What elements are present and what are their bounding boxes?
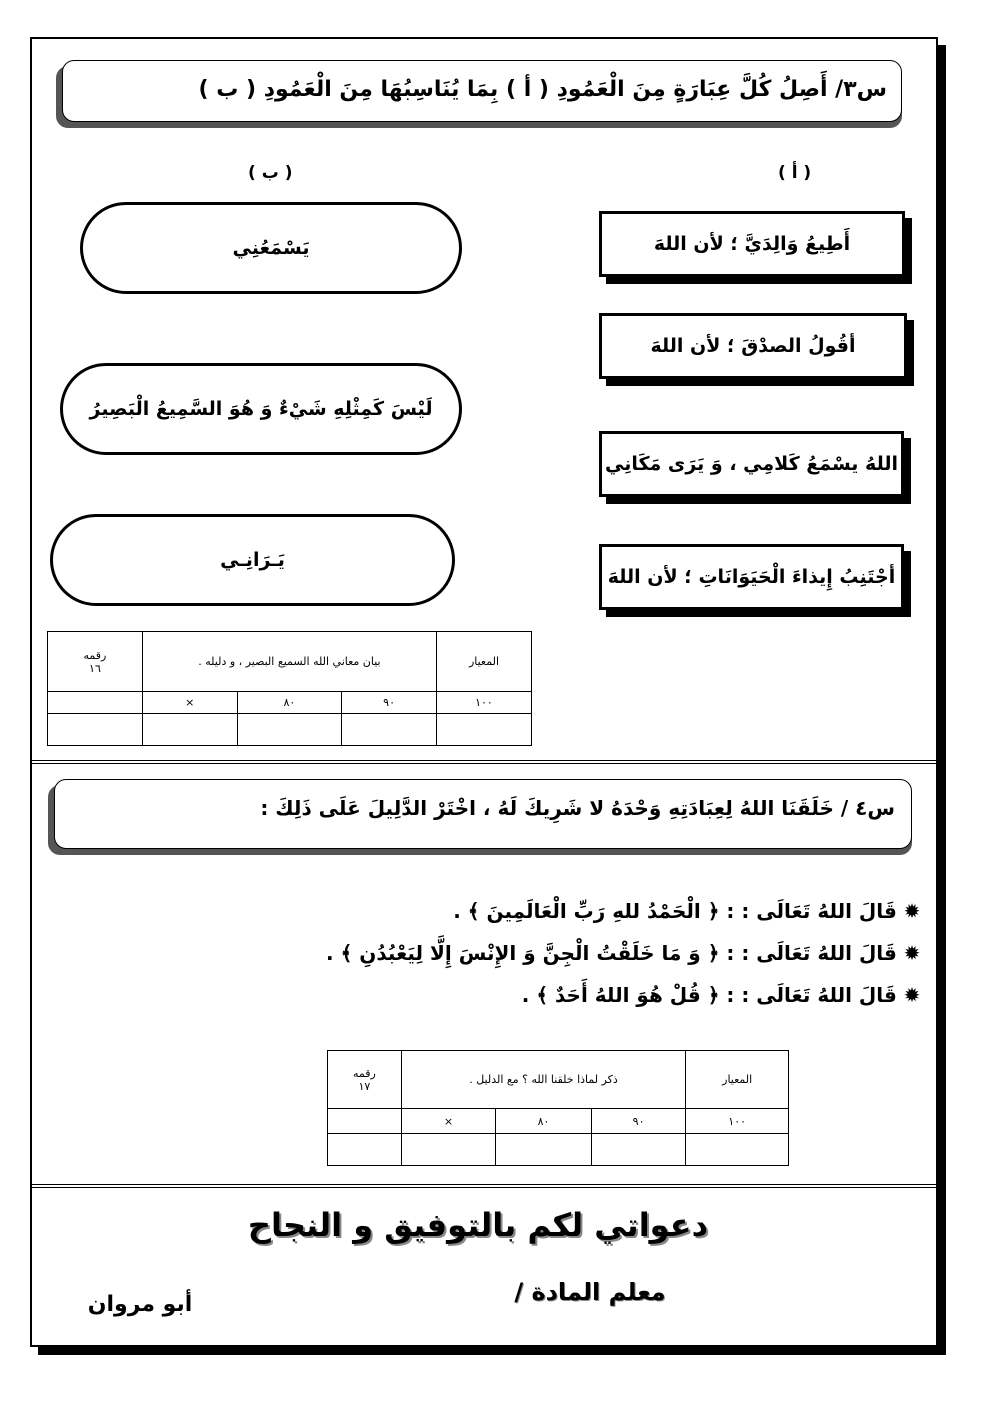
grade-entry-cell[interactable] (436, 714, 531, 746)
number-cell (328, 1051, 402, 1109)
sun-star-icon: ✹ (903, 983, 921, 1007)
sun-star-icon: ✹ (903, 899, 921, 923)
column-b-label: ( ب ) (248, 163, 293, 183)
score-cell: ١٠٠ (436, 692, 531, 714)
score-cell: × (142, 692, 237, 714)
q3-header (62, 60, 902, 122)
grade-entry-cell[interactable] (686, 1134, 789, 1166)
number-value: ١٦ (89, 661, 101, 675)
grade-entry-cell[interactable] (237, 714, 342, 746)
footer-wishes: دعواتي لكم بالتوفيق و النجاح (247, 1206, 708, 1244)
column-a-item[interactable]: أقُولُ الصدْقَ ؛ لأن اللهَ (599, 313, 907, 379)
sun-star-icon: ✹ (903, 941, 921, 965)
q4-header (54, 779, 912, 849)
score-cell: × (401, 1109, 496, 1134)
criteria-cell: المعيار (436, 632, 531, 692)
section-divider (30, 1184, 938, 1188)
column-b-item[interactable]: يَسْمَعُنِي (80, 202, 462, 294)
q4-title: س٤ / خَلَقَنَا اللهُ لِعِبَادَتِهِ وَحْدَهُ لا شَرِيكَ لَهُ ، اخْتَرْ الدَّلِيلَ عَلَى ذَلِكَ : (260, 796, 895, 820)
grade-entry-cell[interactable] (142, 714, 237, 746)
grade-entry-cell[interactable] (591, 1134, 686, 1166)
blank-cell (48, 692, 143, 714)
number-value: ١٧ (358, 1079, 371, 1093)
score-cell: ٩٠ (342, 692, 437, 714)
score-cell: ٨٠ (496, 1109, 592, 1134)
column-a-label: ( أ ) (778, 163, 812, 183)
blank-cell (328, 1134, 402, 1166)
description-cell: ذكر لماذا خلقنا الله ؟ مع الدليل . (401, 1051, 686, 1109)
column-b-item[interactable]: يَـرَانِـي (50, 514, 455, 606)
blank-cell (48, 714, 143, 746)
score-cell: ٩٠ (591, 1109, 686, 1134)
column-a-item[interactable]: اللهُ يسْمَعُ كَلامِي ، وَ يَرَى مَكَانِي (599, 431, 904, 497)
grading-table-q3 (47, 631, 532, 746)
score-cell: ١٠٠ (686, 1109, 789, 1134)
column-b-item[interactable]: لَيْسَ كَمِثْلِهِ شَيْءٌ وَ هُوَ السَّمِيعُ الْبَصِيرُ (60, 363, 462, 455)
number-label: رقمه (352, 1066, 376, 1080)
evidence-text: قَالَ اللهُ تَعَالَى : : ﴿ وَ مَا خَلَقْتُ الْجِنَّ وَ الإِنْسَ إِلَّا لِيَعْبُدُنِ ﴾ . (326, 941, 897, 965)
criteria-cell: المعيار (686, 1051, 789, 1109)
grading-table-q4 (327, 1050, 789, 1166)
section-divider (30, 760, 938, 764)
column-a-item[interactable]: أَطِيعُ وَالِدَيَّ ؛ لأن اللهَ (599, 211, 905, 277)
evidence-text: قَالَ اللهُ تَعَالَى : : ﴿ الْحَمْدُ للهِ رَبِّ الْعَالَمِينَ ﴾ . (453, 899, 897, 923)
description-cell: بيان معاني الله السميع البصير ، و دليله . (142, 632, 436, 692)
evidence-text: قَالَ اللهُ تَعَالَى : : ﴿ قُلْ هُوَ اللهُ أَحَدٌ ﴾ . (521, 983, 897, 1007)
q3-title: س٣/ أَصِلُ كُلَّ عِبَارَةٍ مِنَ الْعَمُودِ ( أ ) بِمَا يُنَاسِبُهَا مِنَ الْعَمُودِ ( ب ) (198, 77, 887, 102)
evidence-option[interactable] (326, 941, 922, 965)
number-cell (48, 632, 143, 692)
column-a-item[interactable]: أجْتَنِبُ إِيذاءَ الْحَيَوَانَاتِ ؛ لأن اللهَ (599, 544, 904, 610)
evidence-option[interactable] (522, 983, 922, 1007)
evidence-option[interactable] (453, 899, 922, 923)
grade-entry-cell[interactable] (401, 1134, 496, 1166)
number-label: رقمه (83, 648, 107, 662)
footer-teacher-label: معلم المادة / (514, 1278, 666, 1306)
grade-entry-cell[interactable] (496, 1134, 592, 1166)
footer-teacher-name: أبو مروان (87, 1292, 193, 1317)
score-cell: ٨٠ (237, 692, 342, 714)
blank-cell (328, 1109, 402, 1134)
grade-entry-cell[interactable] (342, 714, 437, 746)
